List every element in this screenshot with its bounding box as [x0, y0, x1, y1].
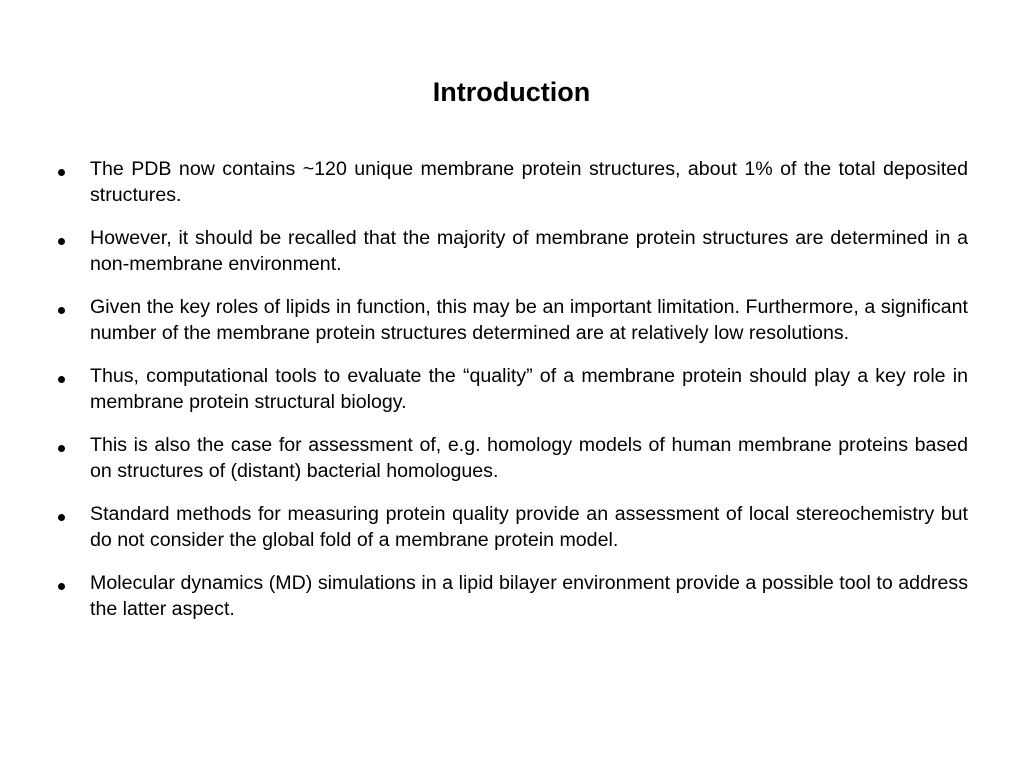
bullet-item — [56, 363, 968, 415]
bullet-dot-icon — [58, 169, 65, 176]
bullet-item — [56, 570, 968, 622]
slide-title: Introduction — [432, 77, 591, 107]
bullet-item — [56, 501, 968, 553]
bullet-item — [56, 225, 968, 277]
bullet-text: The PDB now contains ~120 unique membrane protein structures, about 1% of the total deposited structures. — [90, 158, 968, 206]
bullet-text: This is also the case for assessment of, e.g. homology models of human membrane proteins based on structures of (distant) bacterial homologues. — [90, 434, 968, 482]
bullet-text: Molecular dynamics (MD) simulations in a lipid bilayer environment provide a possible tool to address the latter aspect. — [90, 572, 968, 620]
bullet-text: Given the key roles of lipids in function, this may be an important limitation. Furthermore, a significant number of the membrane protein structures determined are at relatively low resolutions. — [90, 296, 968, 344]
bullet-text: However, it should be recalled that the majority of membrane protein structures are determined in a non-membrane environment. — [90, 227, 968, 275]
bullet-dot-icon — [58, 376, 65, 383]
bullet-text: Standard methods for measuring protein quality provide an assessment of local stereochemistry but do not consider the global fold of a membrane protein model. — [90, 503, 968, 551]
bullet-item — [56, 432, 968, 484]
bullet-dot-icon — [58, 238, 65, 245]
bullet-dot-icon — [58, 514, 65, 521]
bullet-item — [56, 294, 968, 346]
bullet-dot-icon — [58, 583, 65, 590]
bullet-list — [56, 156, 968, 639]
bullet-dot-icon — [58, 445, 65, 452]
bullet-dot-icon — [58, 307, 65, 314]
bullet-text: Thus, computational tools to evaluate the “quality” of a membrane protein should play a key role in membrane protein structural biology. — [90, 365, 968, 413]
bullet-item — [56, 156, 968, 208]
